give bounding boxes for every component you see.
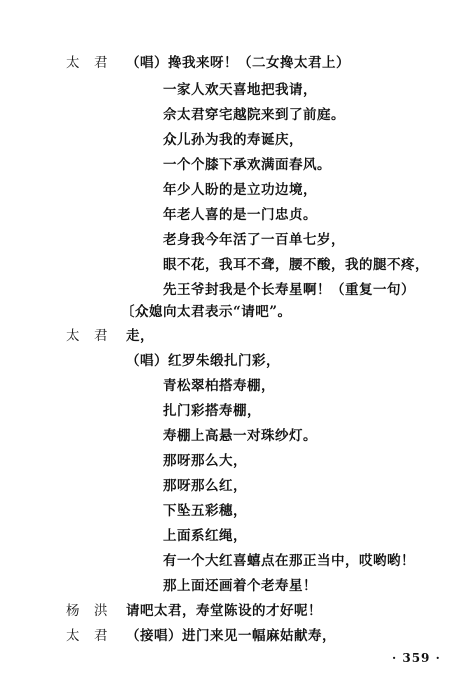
script-line: 扎门彩搭寿棚， — [163, 403, 261, 419]
script-line: （唱）红罗朱缎扎门彩， — [126, 353, 280, 369]
script-line: 寿棚上高悬一对珠纱灯。 — [163, 428, 317, 444]
script-line: 那呀那么大， — [163, 453, 247, 469]
script-line: 眼不花，我耳不聋，腰不酸，我的腿不疼， — [163, 257, 429, 273]
script-line: 有一个大红喜蟢点在那正当中，哎哟哟！ — [163, 553, 415, 569]
script-line: 请吧太君，寿堂陈设的才好呢！ — [126, 603, 322, 619]
speaker-label: 杨 洪 — [66, 603, 108, 619]
script-line: （唱）搀我来呀！（二女搀太君上） — [126, 55, 350, 71]
speaker-label: 太 君 — [66, 55, 108, 71]
script-line: 上面系红绳， — [163, 528, 247, 544]
script-line: 先王爷封我是个长寿星啊！（重复一句） — [163, 282, 415, 298]
script-line: 年少人盼的是立功边境， — [163, 182, 317, 198]
script-line: 佘太君穿宅越院来到了前庭。 — [163, 107, 345, 123]
script-line: 那上面还画着个老寿星！ — [163, 578, 317, 594]
page-number: · 359 · — [392, 651, 441, 665]
script-line: 年老人喜的是一门忠贞。 — [163, 207, 317, 223]
speaker-label: 太 君 — [66, 328, 108, 344]
script-line: 一家人欢天喜地把我请， — [163, 82, 317, 98]
script-line: 走， — [126, 328, 154, 344]
script-line: 老身我今年活了一百单七岁， — [163, 232, 345, 248]
script-line: 那呀那么红， — [163, 478, 247, 494]
script-line: 一个个膝下承欢满面春风。 — [163, 157, 331, 173]
stage-direction: 〔众媳向太君表示“请吧”。 — [121, 304, 292, 320]
script-line: （接唱）进门来见一幅麻姑献寿， — [126, 628, 336, 644]
script-line: 下坠五彩穗， — [163, 503, 247, 519]
script-line: 众儿孙为我的寿诞庆， — [163, 132, 303, 148]
script-line: 青松翠柏搭寿棚， — [163, 378, 275, 394]
speaker-label: 太 君 — [66, 628, 108, 644]
